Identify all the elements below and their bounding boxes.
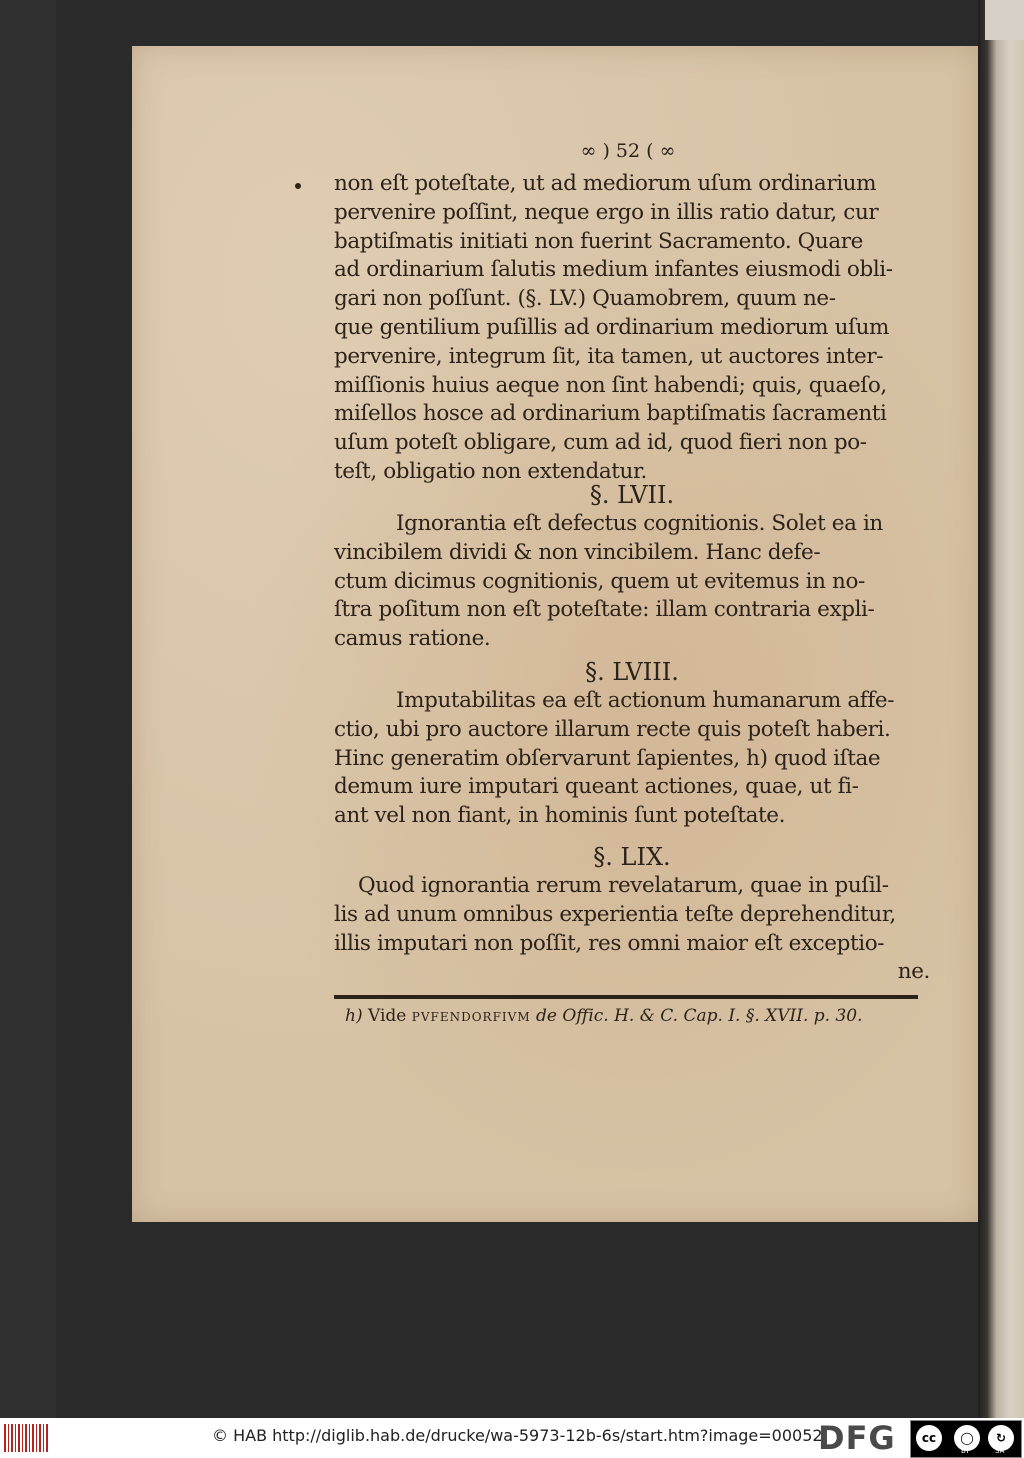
text-line: ſtra poſitum non eſt poteſtate: illam contraria expli- (334, 597, 875, 623)
hab-logo-icon (4, 1424, 48, 1452)
footnote (345, 1004, 935, 1029)
sa-label: SA (995, 1447, 1005, 1455)
text-line: ant vel non fiant, in hominis ſunt poteſtate. (334, 803, 786, 829)
text-line: ad ordinarium ſalutis medium infantes eiusmodi obli- (334, 257, 893, 283)
section-heading-57: §. LVII. (589, 481, 675, 509)
book-edge-corner (985, 0, 1024, 40)
section-heading-58: §. LVIII. (585, 658, 679, 686)
share-alike-icon: ↻ (988, 1425, 1014, 1451)
text-line: illis imputari non poſſit, res omni maior eſt exceptio- (334, 930, 885, 956)
section-heading-59: §. LIX. (593, 843, 671, 871)
text-line: pervenire poſſint, neque ergo in illis ratio datur, cur (334, 199, 879, 225)
text-line: Imputabilitas ea eſt actionum humanarum affe- (396, 688, 895, 713)
by-person-icon: ◯ (954, 1425, 980, 1451)
text-line: pervenire, integrum ſit, ita tamen, ut auctores inter- (334, 343, 884, 369)
page-header: ∞ ) 52 ( ∞ (580, 140, 676, 162)
margin-mark (295, 183, 301, 189)
footnote-vide: Vide (368, 1006, 407, 1026)
text-line: camus ratione. (334, 626, 491, 652)
text-line: vincibilem dividi & non vincibilem. Hanc defe- (334, 539, 821, 565)
text-line: ctio, ubi pro auctore illarum recte quis poteſt haberi. (334, 716, 891, 742)
text-line: teſt, obligatio non extendatur. (334, 459, 647, 484)
text-line: Hinc generatim obſervarunt ſapientes, h) quod iſtae (334, 745, 881, 771)
copyright-link[interactable]: © HAB http://diglib.hab.de/drucke/wa-5973-12b-6s/start.htm?image=00052 (212, 1426, 823, 1445)
text-line: miſſionis huius aeque non ſint habendi; quis, quaeſo, (334, 372, 887, 398)
text-line: ctum dicimus cognitionis, quem ut evitemus in no- (334, 568, 865, 594)
text-line: que gentilium puſillis ad ordinarium mediorum uſum (334, 315, 890, 340)
footnote-author: PVFENDORFIVM (411, 1010, 531, 1024)
scanner-left-margin (0, 0, 56, 1418)
text-line: baptiſmatis initiati non fuerint Sacramento. Quare (334, 228, 863, 254)
text-line: lis ad unum omnibus experientia teſte deprehenditur, (334, 901, 896, 927)
text-line: non eſt poteſtate, ut ad mediorum uſum ordinarium (334, 171, 877, 196)
cc-license-badge[interactable] (910, 1420, 1022, 1458)
by-label: BY (961, 1447, 970, 1455)
footnote-citation: de Offic. H. & C. Cap. I. §. XVII. p. 30. (536, 1006, 863, 1026)
footnote-marker: h) (345, 1006, 363, 1026)
text-line: uſum poteſt obligare, cum ad id, quod fieri non po- (334, 430, 867, 456)
text-line: Ignorantia eſt defectus cognitionis. Solet ea in (396, 511, 883, 536)
text-line: miſellos hosce ad ordinarium baptiſmatis ſacramenti (334, 401, 887, 427)
text-line: Quod ignorantia rerum revelatarum, quae in puſil- (358, 873, 889, 898)
text-line: demum iure imputari queant actiones, quae, ut fi- (334, 774, 859, 800)
text-line: gari non poſſunt. (§. LV.) Quamobrem, quum ne- (334, 286, 836, 312)
book-edge (978, 0, 1024, 1418)
cc-icon: cc (916, 1425, 942, 1451)
text-line: ne. (897, 959, 930, 985)
dfg-logo: DFG (818, 1419, 896, 1457)
footnote-rule (334, 995, 918, 999)
